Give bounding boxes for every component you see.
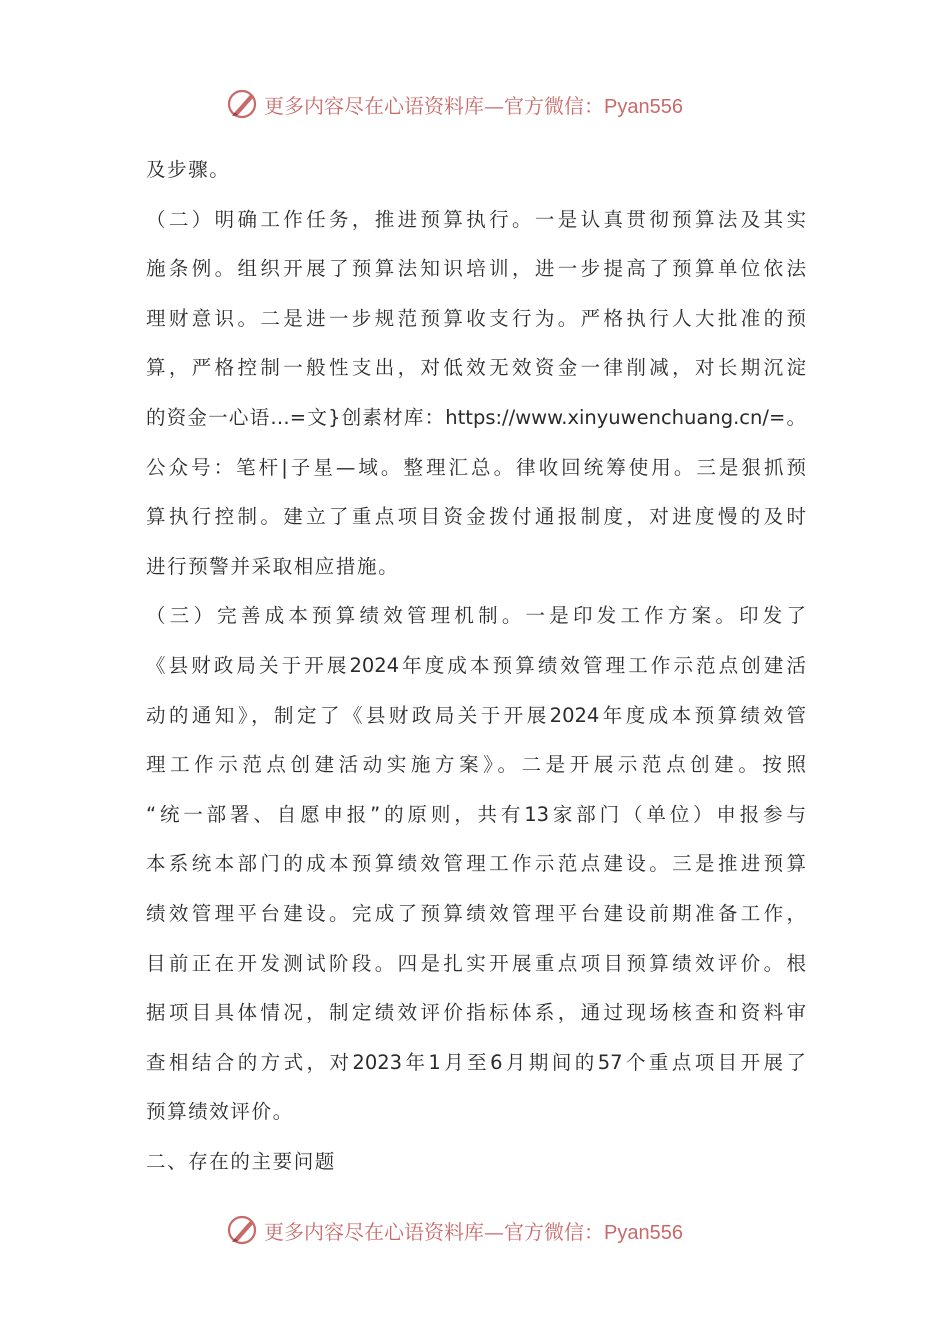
header-banner-wechat-id: Pyan556 (604, 95, 683, 118)
text-line: 的资金一心语…=文}创素材库：https://www.xinyuwenchuang.cn/=。 (146, 405, 806, 429)
text-line: 算执行控制。建立了重点项目资金拨付通报制度，对进度慢的及时 (146, 505, 806, 529)
pen-logo-icon (226, 87, 260, 121)
text-line: 绩效管理平台建设。完成了预算绩效管理平台建设前期准备工作， (146, 901, 806, 925)
header-banner-separator: —官方微信： (484, 93, 604, 118)
text-line: 查相结合的方式，对2023年1月至6月期间的57个重点项目开展了 (146, 1050, 806, 1074)
text-line: “统一部署、自愿申报”的原则，共有13家部门（单位）申报参与 (146, 802, 806, 826)
footer-banner-text (264, 1216, 683, 1245)
text-line: 进行预警并采取相应措施。 (146, 554, 400, 578)
text-line: 据项目具体情况，制定绩效评价指标体系，通过现场核查和资料审 (146, 1001, 806, 1025)
section-heading: 二、存在的主要问题 (146, 1149, 336, 1173)
header-banner-main: 更多内容尽在心语资料库 (264, 93, 484, 118)
header-banner-text (264, 90, 683, 119)
footer-banner-main: 更多内容尽在心语资料库 (264, 1219, 484, 1244)
text-line: 理工作示范点创建活动实施方案》。二是开展示范点创建。按照 (146, 753, 806, 777)
text-line: 算，严格控制一般性支出，对低效无效资金一律削减，对长期沉淀 (146, 356, 806, 380)
text-line: 施条例。组织开展了预算法知识培训，进一步提高了预算单位依法 (146, 257, 806, 281)
text-line: 动的通知》，制定了《县财政局关于开展2024年度成本预算绩效管 (146, 703, 806, 727)
footer-banner (226, 1210, 746, 1250)
text-line: （三）完善成本预算绩效管理机制。一是印发工作方案。印发了 (146, 604, 806, 628)
footer-banner-separator: —官方微信： (484, 1219, 604, 1244)
text-line: 理财意识。二是进一步规范预算收支行为。严格执行人大批准的预 (146, 306, 806, 330)
text-line: 公众号：笔杆|子星—域。整理汇总。律收回统筹使用。三是狠抓预 (146, 455, 806, 479)
text-line: 目前正在开发测试阶段。四是扎实开展重点项目预算绩效评价。根 (146, 951, 806, 975)
text-line: 预算绩效评价。 (146, 1100, 294, 1124)
text-line: 本系统本部门的成本预算绩效管理工作示范点建设。三是推进预算 (146, 852, 806, 876)
header-banner (226, 84, 746, 124)
pen-logo-icon (226, 1213, 260, 1247)
footer-banner-wechat-id: Pyan556 (604, 1221, 683, 1244)
body-text (146, 145, 806, 1186)
text-line: 《县财政局关于开展2024年度成本预算绩效管理工作示范点创建活 (146, 653, 806, 677)
text-line: （二）明确工作任务，推进预算执行。一是认真贯彻预算法及其实 (146, 207, 806, 231)
text-line: 及步骤。 (146, 158, 231, 181)
